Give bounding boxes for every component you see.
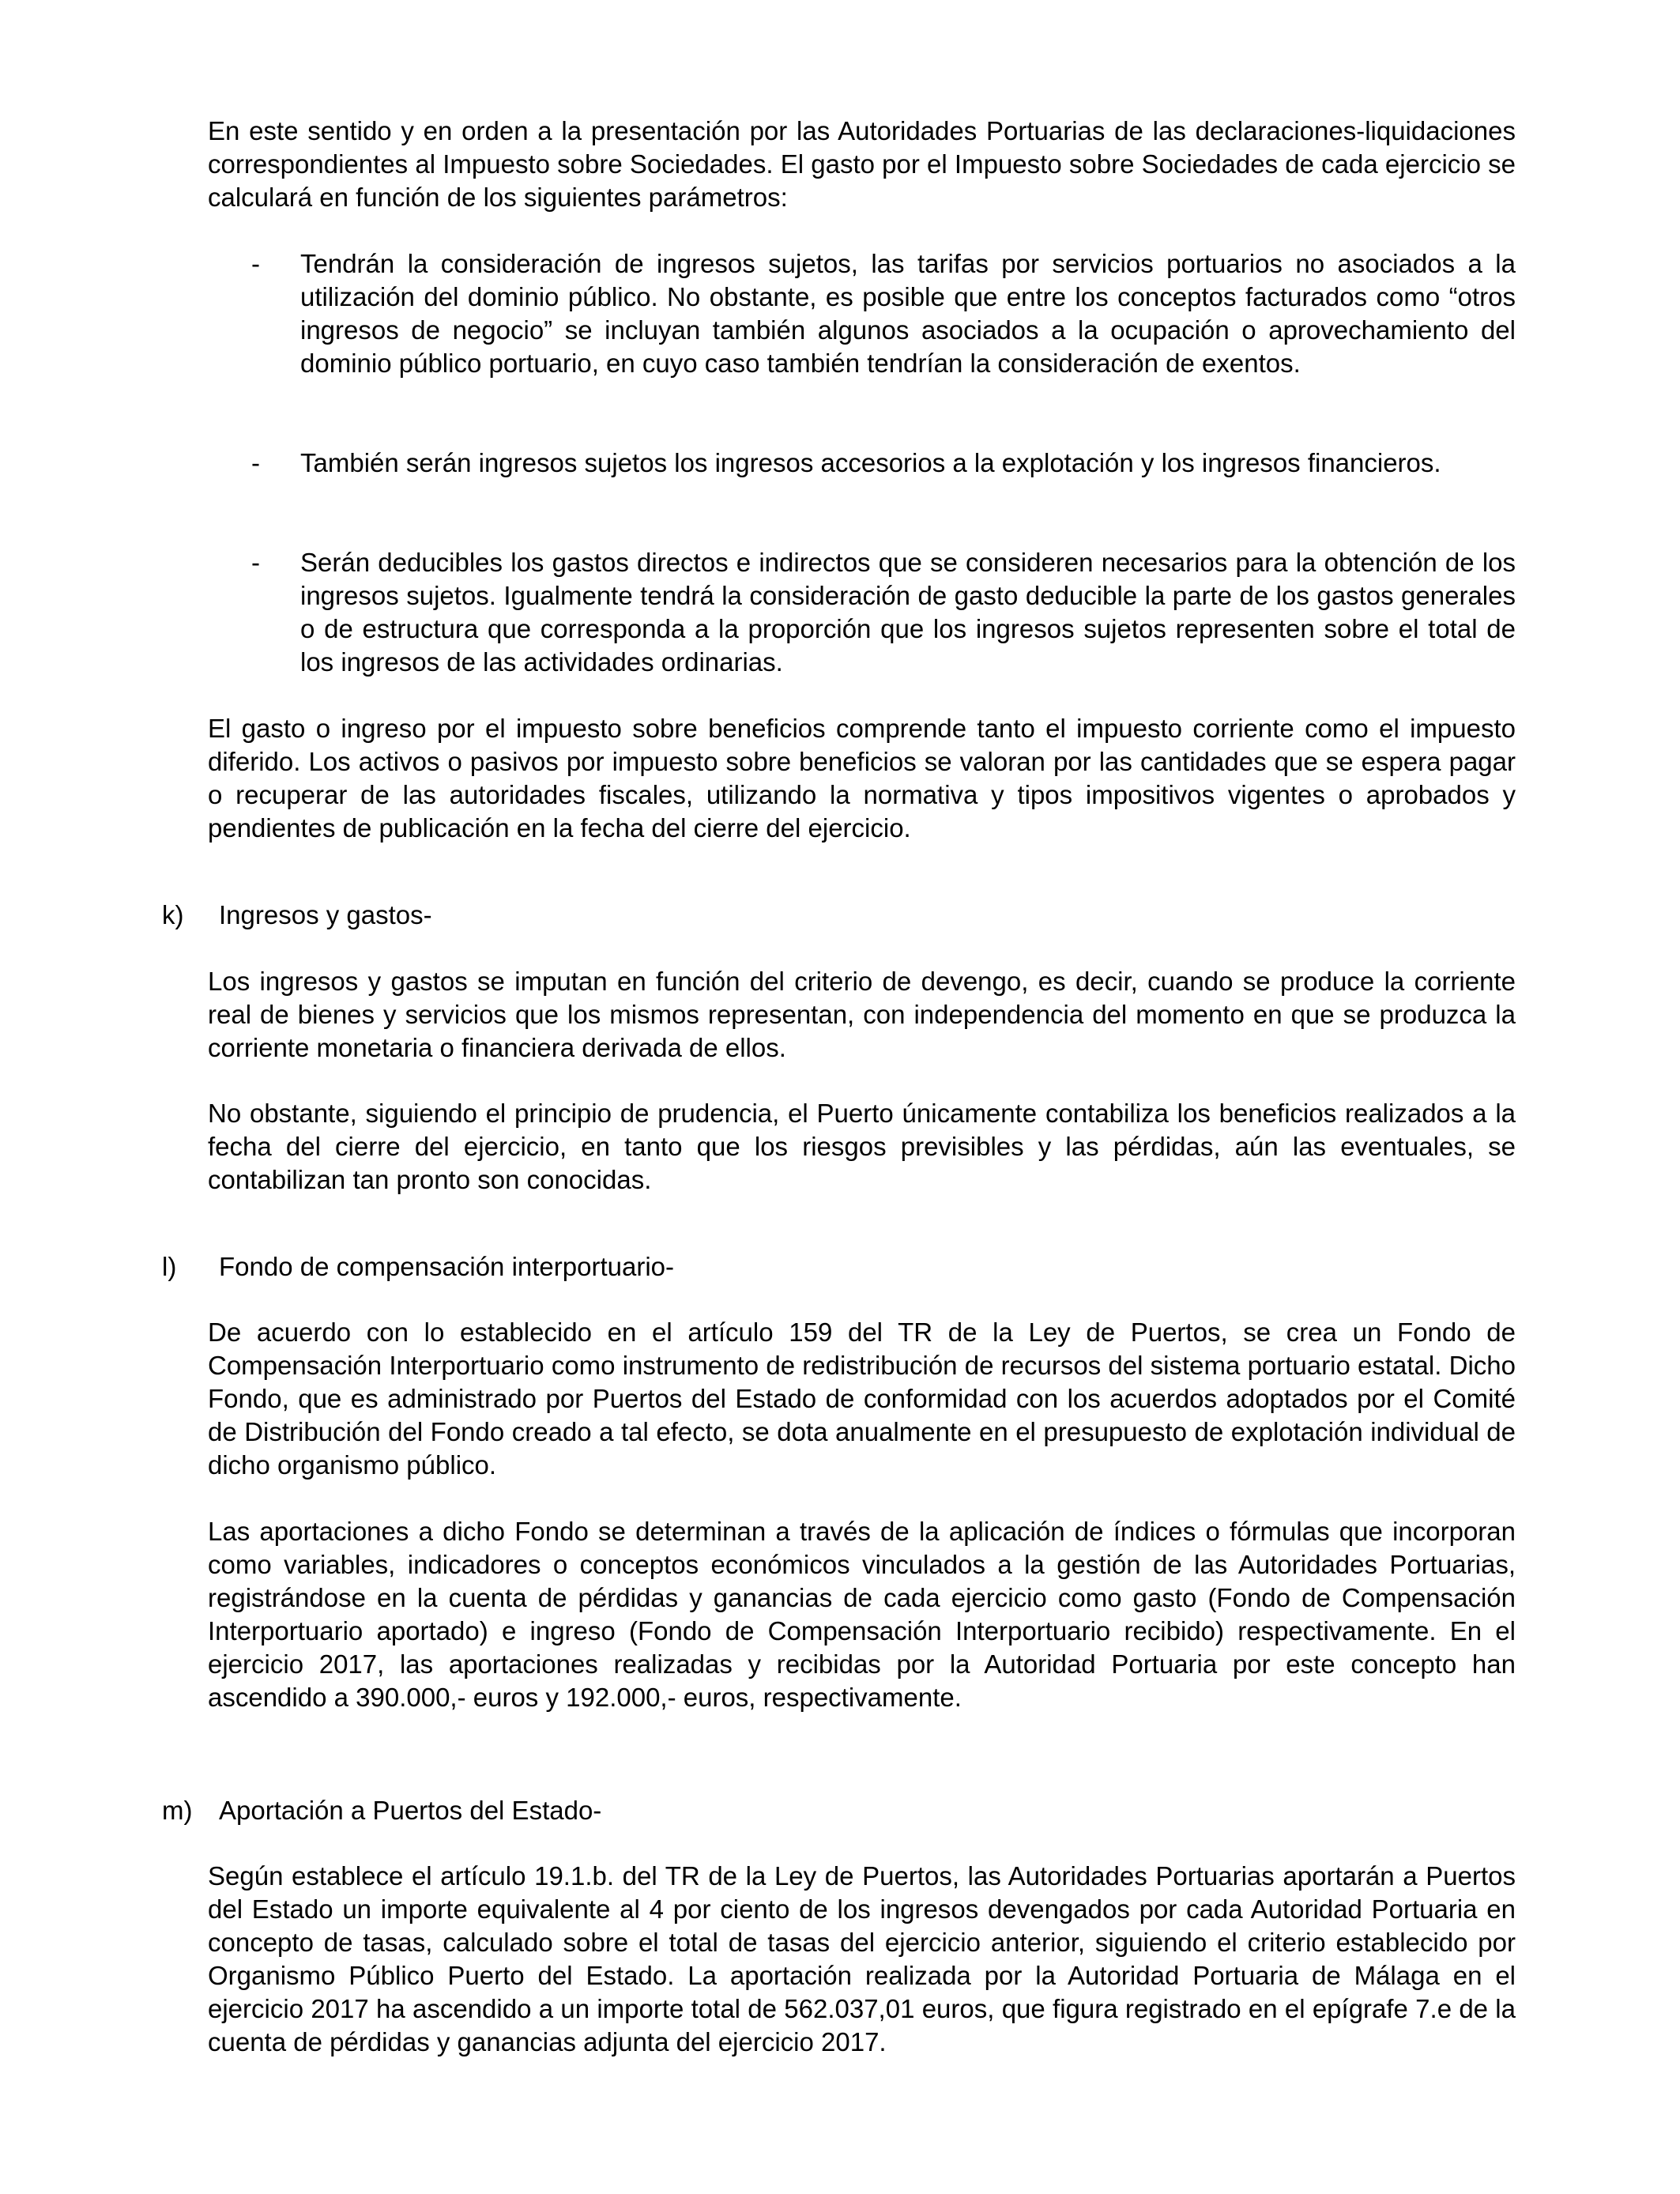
bullet-text: Tendrán la consideración de ingresos sujetos, las tarifas por servicios portuarios no asociados a la utilización del dominio público. No obstante, es posible que entre los conceptos facturados como “otros ingresos de negocio” se incluyan también algunos asociados a la ocupación o aprovechamiento del dominio público portuario, en cuyo caso también tendrían la consideración de exentos. [300, 249, 1516, 378]
bullet-dash: - [251, 548, 260, 577]
section-title: Fondo de compensación interportuario- [219, 1252, 675, 1281]
section-title: Aportación a Puertos del Estado- [219, 1796, 602, 1825]
section-k-paragraph-2: No obstante, siguiendo el principio de prudencia, el Puerto únicamente contabiliza los beneficios realizados a la fecha del cierre del ejercicio, en tanto que los riesgos previsibles y las pérdidas, aún las eventuales, se contabilizan tan pronto son conocidas. [208, 1099, 1516, 1194]
section-letter: l) [162, 1252, 177, 1281]
bullet-item [251, 546, 1516, 679]
bullet-dash: - [251, 448, 260, 477]
bullet-text: Serán deducibles los gastos directos e indirectos que se consideren necesarios para la obtención de los ingresos sujetos. Igualmente tendrá la consideración de gasto deducible la parte de los gastos generales o de estructura que corresponda a la proporción que los ingresos sujetos representen sobre el total de los ingresos de las actividades ordinarias. [300, 548, 1516, 677]
intro-paragraph: En este sentido y en orden a la presentación por las Autoridades Portuarias de las declaraciones-liquidaciones correspondientes al Impuesto sobre Sociedades. El gasto por el Impuesto sobre Sociedades de cada ejercicio se calculará en función de los siguientes parámetros: [208, 116, 1516, 212]
section-heading-l [162, 1250, 1505, 1284]
section-title: Ingresos y gastos- [219, 900, 432, 929]
bullet-item [251, 247, 1516, 380]
section-m-paragraph-1: Según establece el artículo 19.1.b. del TR de la Ley de Puertos, las Autoridades Portuarias aportarán a Puertos del Estado un importe equivalente al 4 por ciento de los ingresos devengados por cada Autoridad Portuaria en concepto de tasas, calculado sobre el total de tasas del ejercicio anterior, siguiendo el criterio establecido por Organismo Público Puerto del Estado. La aportación realizada por la Autoridad Portuaria de Málaga en el ejercicio 2017 ha ascendido a un importe total de 562.037,01 euros, que figura registrado en el epígrafe 7.e de la cuenta de pérdidas y ganancias adjunta del ejercicio 2017. [208, 1861, 1516, 2056]
section-heading-k [162, 899, 1505, 932]
section-letter: k) [162, 900, 184, 929]
section-l-paragraph-2: Las aportaciones a dicho Fondo se determinan a través de la aplicación de índices o fórmulas que incorporan como variables, indicadores o conceptos económicos vinculados a la gestión de las Autoridades Portuarias, registrándose en la cuenta de pérdidas y ganancias de cada ejercicio como gasto (Fondo de Compensación Interportuario aportado) e ingreso (Fondo de Compensación Interportuario recibido) respectivamente. En el ejercicio 2017, las aportaciones realizadas y recibidas por la Autoridad Portuaria por este concepto han ascendido a 390.000,- euros y 192.000,- euros, respectivamente. [208, 1517, 1516, 1712]
section-k-paragraph-1: Los ingresos y gastos se imputan en función del criterio de devengo, es decir, cuando se produce la corriente real de bienes y servicios que los mismos representan, con independencia del momento en que se produzca la corriente monetaria o financiera derivada de ellos. [208, 967, 1516, 1062]
section-heading-m [162, 1794, 1505, 1827]
bullet-text: También serán ingresos sujetos los ingresos accesorios a la explotación y los ingresos financieros. [300, 448, 1441, 477]
section-l-paragraph-1: De acuerdo con lo establecido en el artículo 159 del TR de la Ley de Puertos, se crea un Fondo de Compensación Interportuario como instrumento de redistribución de recursos del sistema portuario estatal. Dicho Fondo, que es administrado por Puertos del Estado de conformidad con los acuerdos adoptados por el Comité de Distribución del Fondo creado a tal efecto, se dota anualmente en el presupuesto de explotación individual de dicho organismo público. [208, 1318, 1516, 1480]
bullet-item [251, 447, 1516, 480]
bullet-dash: - [251, 249, 260, 278]
tax-paragraph: El gasto o ingreso por el impuesto sobre beneficios comprende tanto el impuesto corriente como el impuesto diferido. Los activos o pasivos por impuesto sobre beneficios se valoran por las cantidades que se espera pagar o recuperar de las autoridades fiscales, utilizando la normativa y tipos impositivos vigentes o aprobados y pendientes de publicación en la fecha del cierre del ejercicio. [208, 714, 1516, 843]
section-letter: m) [162, 1796, 193, 1825]
